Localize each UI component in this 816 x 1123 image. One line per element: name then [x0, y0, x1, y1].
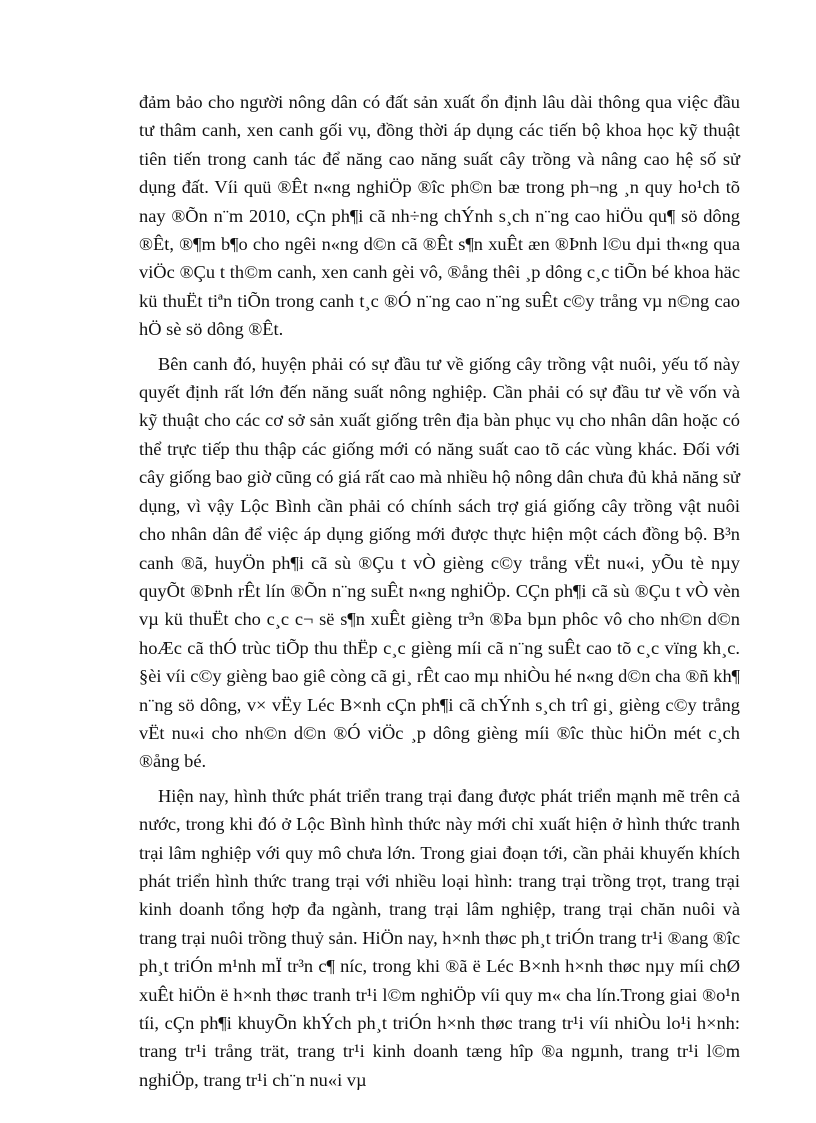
paragraph-3: Hiện nay, hình thức phát triển trang trại đang được phát triển mạnh mẽ trên cả nước, trong khi đó ở Lộc Bình hình thức này mới chỉ xuất hiện ở hình thức tranh trại lâm nghiệp với quy mô chưa lớn. Trong giai đoạn tới, cần phải khuyến khích phát triển hình thức trang trại với nhiều loại hình: trang trại trồng trọt, trang trại kinh doanh tổng hợp đa ngành, trang trại lâm nghiệp, trang trại chăn nuôi và trang trại nuôi trồng thuỷ sản. HiÖn nay, h×nh thøc ph¸t triÓn trang tr¹i ®ang ®îc ph¸t triÓn m¹nh mÏ tr³n c¶ níc, trong khi ®ã ë Léc B×nh h×nh thøc nµy míi chØ xuÊt hiÖn ë h×nh thøc tranh tr¹i l©m nghiÖp víi quy m« cha lín.Trong giai ®o¹n tíi, cÇn ph¶i khuyÕn khÝch ph¸t triÓn h×nh thøc trang tr¹i víi nhiÒu lo¹i h×nh: trang tr¹i trång trät, trang tr¹i kinh doanh tæng hîp ®a ngµnh, trang tr¹i l©m nghiÖp, trang tr¹i ch¨n nu«i vµ [139, 785, 740, 1090]
paragraph-2: Bên canh đó, huyện phải có sự đầu tư về giống cây trồng vật nuôi, yếu tố này quyết định rất lớn đến năng suất nông nghiệp. Cần phải có sự đầu tư về vốn và kỹ thuật cho các cơ sở sản xuất giống trên địa bàn phục vụ cho nhân dân hoặc có thể trực tiếp thu thập các giống mới có năng suất cao tõ các vùng khác. Đối với cây giống bao giờ cũng có giá rất cao mà nhiều hộ nông dân chưa đủ khả năng sử dụng, vì vậy Lộc Bình cần phải có chính sách trợ giá giống cây trồng vật nuôi cho nhân dân để việc áp dụng giống mới được thực hiện một cách đồng bộ. B³n canh ®ã, huyÖn ph¶i cã sù ®Çu t vÒ gièng c©y trång vËt nu«i, yÕu tè nµy quyÕt ®Þnh rÊt lín ®Õn n¨ng suÊt n«ng nghiÖp. CÇn ph¶i cã sù ®Çu t vÒ vèn vµ kü thuËt cho c¸c c¬ së s¶n xuÊt gièng tr³n ®Þa bµn phôc vô cho nh©n d©n hoÆc cã thÓ trùc tiÕp thu thËp c¸c gièng míi cã n¨ng suÊt cao tõ c¸c vïng kh¸c. §èi víi c©y gièng bao giê còng cã gi¸ rÊt cao mµ nhiÒu hé n«ng d©n cha ®ñ kh¶ n¨ng sö dông, v× vËy Léc B×nh cÇn ph¶i cã chÝnh s¸ch trî gi¸ gièng c©y trång vËt nu«i cho nh©n d©n ®Ó viÖc ¸p dông gièng míi ®îc thùc hiÖn mét c¸ch ®ång bé. [139, 353, 740, 772]
document-body [139, 88, 740, 1094]
paragraph-1: đảm bảo cho người nông dân có đất sản xuất ổn định lâu dài thông qua việc đầu tư thâm canh, xen canh gối vụ, đồng thời áp dụng các tiến bộ khoa học kỹ thuật tiên tiến trong canh tác để năng cao năng suất cây trồng và nâng cao hệ số sử dụng đất. Víi quü ®Êt n«ng nghiÖp ®îc ph©n bæ trong ph¬ng ¸n quy ho¹ch tõ nay ®Õn n¨m 2010, cÇn ph¶i cã nh÷ng chÝnh s¸ch n¨ng cao hiÖu qu¶ sö dông ®Êt, ®¶m b¶o cho ngêi n«ng d©n cã ®Êt s¶n xuÊt æn ®Þnh l©u dµi th«ng qua viÖc ®Çu t th©m canh, xen canh gèi vô, ®ång thêi ¸p dông c¸c tiÕn bé khoa häc kü thuËt tiªn tiÕn trong canh t¸c ®Ó n¨ng cao n¨ng suÊt c©y trång vµ n©ng cao hÖ sè sö dông ®Êt. [139, 92, 740, 340]
